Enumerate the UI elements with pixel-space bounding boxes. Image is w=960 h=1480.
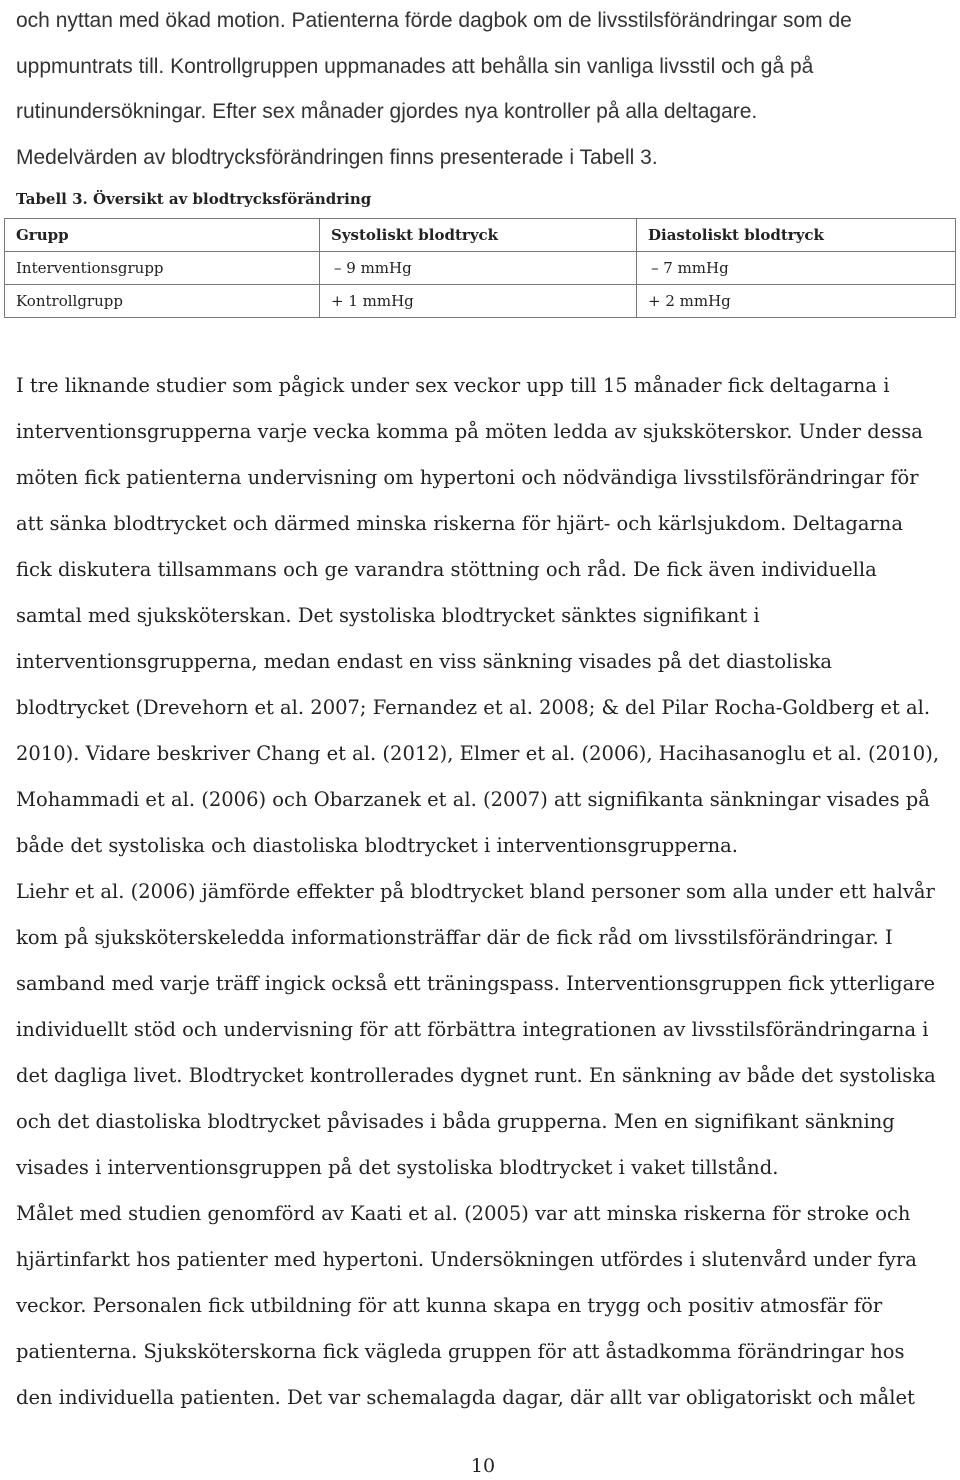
table-row xyxy=(5,285,956,318)
text-line: interventionsgrupperna, medan endast en viss sänkning visades på det diastoliska xyxy=(16,650,833,673)
text-line: att sänka blodtrycket och därmed minska riskerna för hjärt- och kärlsjukdom. Deltagarna xyxy=(16,512,903,535)
table-cell-systolic: – 9 mmHg xyxy=(320,252,637,285)
text-line: patienterna. Sjuksköterskorna fick vägleda gruppen för att åstadkomma förändringar hos xyxy=(16,1340,905,1363)
text-line: interventionsgrupperna varje vecka komma på möten ledda av sjuksköterskor. Under dessa xyxy=(16,420,923,443)
column-header-diastolic: Diastoliskt blodtryck xyxy=(637,219,956,252)
page-number: 10 xyxy=(470,1455,496,1477)
column-header-systolic: Systoliskt blodtryck xyxy=(320,219,637,252)
text-line: Medelvärden av blodtrycksförändringen finns presenterade i Tabell 3. xyxy=(16,145,658,169)
body-text xyxy=(16,363,951,1421)
table-cell-diastolic: + 2 mmHg xyxy=(637,285,956,318)
text-line: Målet med studien genomförd av Kaati et al. (2005) var att minska riskerna för stroke och xyxy=(16,1202,911,1225)
blood-pressure-table xyxy=(4,218,956,318)
text-line: den individuella patienten. Det var schemalagda dagar, där allt var obligatoriskt och målet xyxy=(16,1386,915,1409)
text-line: 2010). Vidare beskriver Chang et al. (2012), Elmer et al. (2006), Hacihasanoglu et al. (2010), xyxy=(16,742,940,765)
table-row xyxy=(5,252,956,285)
text-line: samband med varje träff ingick också ett träningspass. Interventionsgruppen fick ytterligare xyxy=(16,972,936,995)
table-caption: Tabell 3. Översikt av blodtrycksförändring xyxy=(16,190,372,208)
text-line: det dagliga livet. Blodtrycket kontrollerades dygnet runt. En sänkning av både det systoliska xyxy=(16,1064,936,1087)
table-cell-systolic: + 1 mmHg xyxy=(320,285,637,318)
text-line: och det diastoliska blodtrycket påvisades i båda grupperna. Men en signifikant sänkning xyxy=(16,1110,895,1133)
text-line: rutinundersökningar. Efter sex månader gjordes nya kontroller på alla deltagare. xyxy=(16,100,758,123)
text-line: uppmuntrats till. Kontrollgruppen uppmanades att behålla sin vanliga livsstil och gå på xyxy=(16,54,814,78)
table-cell-group: Interventionsgrupp xyxy=(5,252,320,285)
text-line: veckor. Personalen fick utbildning för att kunna skapa en trygg och positiv atmosfär för xyxy=(16,1294,883,1317)
table-cell-diastolic: – 7 mmHg xyxy=(637,252,956,285)
text-line: samtal med sjuksköterskan. Det systoliska blodtrycket sänktes signifikant i xyxy=(16,604,760,627)
text-line: Liehr et al. (2006) jämförde effekter på blodtrycket bland personer som alla under ett halvår xyxy=(16,880,935,903)
text-line: möten fick patienterna undervisning om hypertoni och nödvändiga livsstilsförändringar för xyxy=(16,466,919,489)
text-line: hjärtinfarkt hos patienter med hypertoni. Undersökningen utfördes i slutenvård under fyra xyxy=(16,1248,917,1271)
text-line: individuellt stöd och undervisning för att förbättra integrationen av livsstilsförändringarna i xyxy=(16,1018,929,1041)
intro-paragraph xyxy=(16,0,951,180)
text-line: fick diskutera tillsammans och ge varandra stöttning och råd. De fick även individuella xyxy=(16,558,877,581)
text-line: både det systoliska och diastoliska blodtrycket i interventionsgrupperna. xyxy=(16,834,739,857)
text-line: blodtrycket (Drevehorn et al. 2007; Fernandez et al. 2008; & del Pilar Rocha-Goldberg et al. xyxy=(16,696,931,719)
column-header-group: Grupp xyxy=(5,219,320,252)
text-line: I tre liknande studier som pågick under sex veckor upp till 15 månader fick deltagarna i xyxy=(16,374,890,397)
table-cell-group: Kontrollgrupp xyxy=(5,285,320,318)
text-line: visades i interventionsgruppen på det systoliska blodtrycket i vaket tillstånd. xyxy=(16,1156,779,1179)
text-line: kom på sjuksköterskeledda informationsträffar där de fick råd om livsstilsförändringar. I xyxy=(16,926,893,949)
text-line: och nyttan med ökad motion. Patienterna förde dagbok om de livsstilsförändringar som de xyxy=(16,9,852,32)
table-header-row xyxy=(5,219,956,252)
text-line: Mohammadi et al. (2006) och Obarzanek et al. (2007) att signifikanta sänkningar visades på xyxy=(16,788,930,811)
